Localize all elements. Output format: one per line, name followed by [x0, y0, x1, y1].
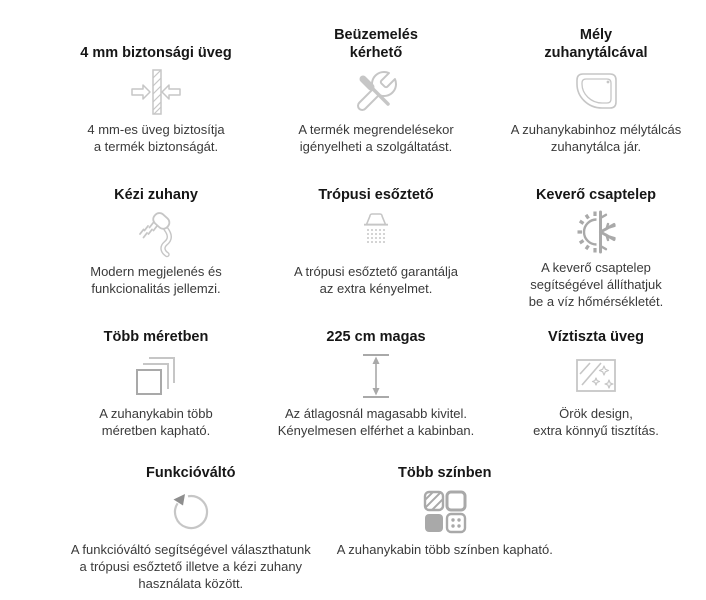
feature-title: 225 cm magas: [326, 328, 426, 345]
function-switch-icon: [168, 485, 214, 539]
feature-description: A zuhanykabin több méretben kapható.: [99, 406, 213, 439]
rain-shower-icon: [352, 207, 400, 261]
feature-title: Több színben: [398, 464, 492, 481]
feature-title: Mély zuhanytálcával: [544, 27, 648, 61]
feature-card-rain-shower: [266, 168, 486, 310]
features-grid: [46, 26, 682, 452]
tools-icon: [352, 65, 400, 119]
glass-thickness-icon: [129, 65, 183, 119]
feature-description: 4 mm-es üveg biztosítja a termék biztonságát.: [87, 122, 225, 155]
feature-card-height: [266, 310, 486, 452]
feature-description: A zuhanykabin több színben kapható.: [336, 542, 553, 557]
feature-title: Keverő csaptelep: [535, 186, 657, 203]
feature-title: 4 mm biztonsági üveg: [80, 44, 232, 61]
feature-title: Kézi zuhany: [114, 186, 198, 203]
feature-description: Modern megjelenés és funkcionalitás jellemzi.: [90, 264, 222, 297]
multiple-sizes-icon: [133, 349, 179, 403]
feature-card-multiple-sizes: [46, 310, 266, 452]
feature-description: A keverő csaptelep segítségével állíthatjuk be a víz hőmérsékletét.: [528, 259, 664, 309]
hand-shower-icon: [132, 207, 180, 261]
feature-card-multiple-colors: [336, 460, 554, 592]
feature-card-deep-tray: [486, 26, 706, 168]
feature-title: Trópusi esőztető: [318, 186, 434, 203]
feature-description: A zuhanykabinhoz mélytálcás zuhanytálca jár.: [510, 122, 682, 155]
clear-glass-icon: [572, 349, 620, 403]
mixer-tap-icon: [572, 207, 620, 257]
feature-description: Örök design, extra könnyű tisztítás.: [533, 406, 659, 439]
feature-card-clear-glass: [486, 310, 706, 452]
feature-title: Funkcióváltó: [146, 464, 236, 481]
height-icon: [356, 349, 396, 403]
feature-card-hand-shower: [46, 168, 266, 310]
feature-title: Beüzemelés kérhető: [334, 27, 418, 61]
shower-tray-icon: [571, 65, 621, 119]
feature-description: A trópusi esőztető garantálja az extra kényelmet.: [293, 264, 459, 297]
feature-description: A termék megrendelésekor igényelheti a szolgáltatást.: [298, 122, 454, 155]
multiple-colors-icon: [422, 485, 468, 539]
feature-title: Víztiszta üveg: [548, 328, 644, 345]
features-bottom-row: [46, 460, 554, 592]
feature-card-safety-glass: [46, 26, 266, 168]
feature-description: Az átlagosnál magasabb kivitel. Kényelmesen elférhet a kabinban.: [277, 406, 475, 439]
feature-card-function-switch: [46, 460, 336, 592]
feature-title: Több méretben: [103, 328, 209, 345]
feature-card-mixer-tap: [486, 168, 706, 310]
feature-card-installation: [266, 26, 486, 168]
feature-description: A funkcióváltó segítségével választhatunk a trópusi esőztető illetve a kézi zuhany használata között.: [70, 542, 311, 592]
